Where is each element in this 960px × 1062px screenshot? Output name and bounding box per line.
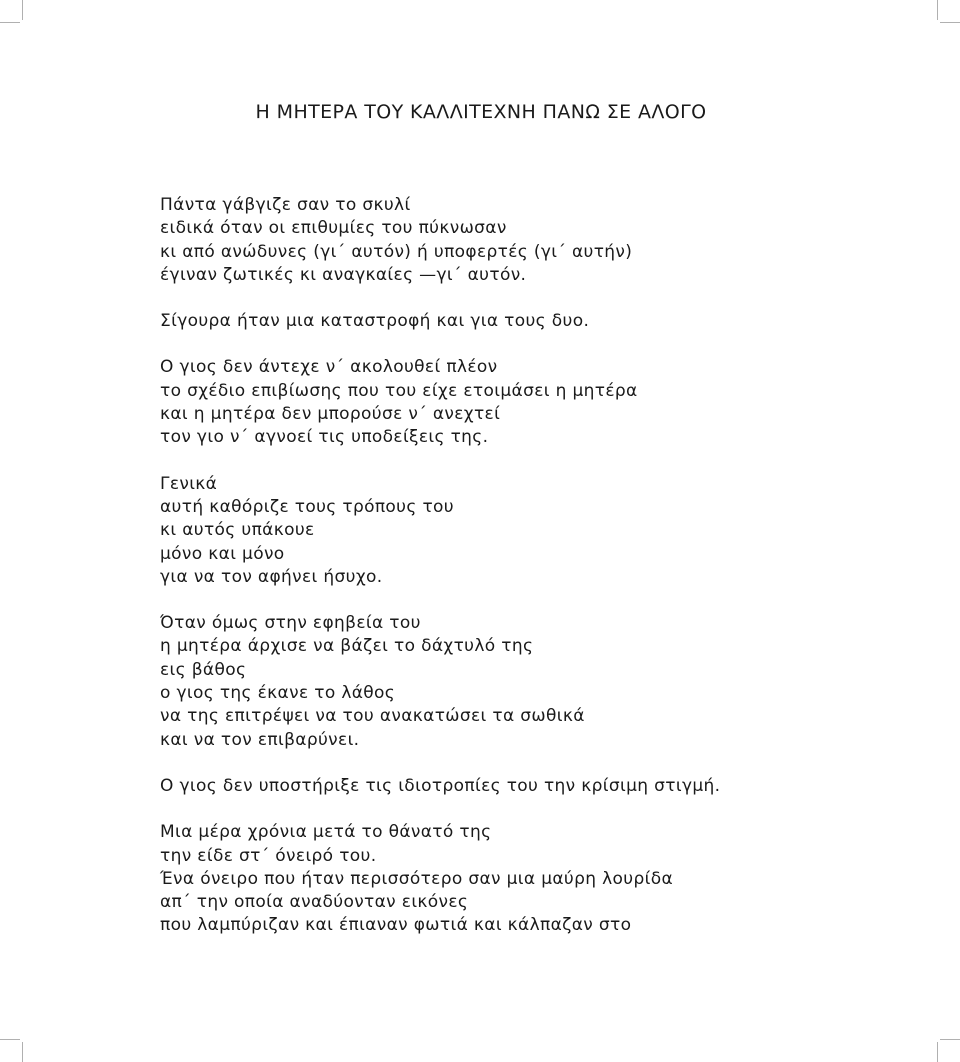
poem-line: ειδικά όταν οι επιθυμίες του πύκνωσαν [160,218,507,239]
stanza [160,473,860,589]
poem-title-text: Η ΜΗΤΕΡΑ ΤΟΥ ΚΑΛΛΙΤΕΧΝΗ ΠΑΝΩ ΣΕ ΑΛΟΓΟ [255,101,707,123]
poem-line: έγιναν ζωτικές κι αναγκαίες —γι΄ αυτόν. [160,264,527,285]
poem-body [160,194,860,961]
poem-title [0,101,960,123]
poem-line: και να τον επιβαρύνει. [160,729,360,750]
poem-line: που λαμπύριζαν και έπιαναν φωτιά και κάλπαζαν στο [160,915,632,936]
poem-line: αυτή καθόριζε τους τρόπους του [160,496,454,517]
poem-line: Όταν όμως στην εφηβεία του [160,613,421,634]
poem-line: η μητέρα άρχισε να βάζει το δάχτυλό της [160,636,534,657]
stanza [160,194,860,287]
crop-mark [937,1042,938,1062]
poem-line: την είδε στ΄ όνειρό του. [160,845,377,866]
stanza [160,310,860,333]
poem-line: ο γιος της έκανε το λάθος [160,683,396,704]
poem-line: για να τον αφήνει ήσυχο. [160,566,383,587]
poem-line: εις βάθος [160,659,247,680]
crop-mark [0,1039,20,1040]
crop-mark [0,22,20,23]
stanza [160,356,860,449]
crop-mark [22,1042,23,1062]
poem-line: Σίγουρα ήταν μια καταστροφή και για τους δυο. [160,311,590,332]
poem-line: κι από ανώδυνες (γι΄ αυτόν) ή υποφερτές (γι΄ αυτήν) [160,241,633,262]
poem-line: απ΄ την οποία αναδύονταν εικόνες [160,892,469,913]
stanza [160,821,860,937]
crop-mark [22,0,23,20]
poem-line: μόνο και μόνο [160,543,285,564]
poem-line: Ο γιος δεν υποστήριξε τις ιδιοτροπίες του την κρίσιμη στιγμή. [160,775,721,796]
crop-mark [940,1039,960,1040]
crop-mark [937,0,938,20]
poem-line: τον γιο ν΄ αγνοεί τις υποδείξεις της. [160,427,489,448]
poem-line: το σχέδιο επιβίωσης που του είχε ετοιμάσει η μητέρα [160,380,638,401]
poem-line: Πάντα γάβγιζε σαν το σκυλί [160,195,411,215]
poem-line: κι αυτός υπάκουε [160,520,315,541]
poem-line: και η μητέρα δεν μπορούσε ν΄ ανεχτεί [160,404,501,425]
poem-line: Ένα όνειρο που ήταν περισσότερο σαν μια μαύρη λουρίδα [160,868,674,889]
poem-line: να της επιτρέψει να του ανακατώσει τα σωθικά [160,706,585,727]
poem-line: Μια μέρα χρόνια μετά το θάνατό της [160,822,492,843]
stanza [160,612,860,752]
poem-line: Ο γιος δεν άντεχε ν΄ ακολουθεί πλέον [160,357,498,378]
stanza [160,775,860,798]
crop-mark [940,22,960,23]
poem-line: Γενικά [160,473,218,494]
